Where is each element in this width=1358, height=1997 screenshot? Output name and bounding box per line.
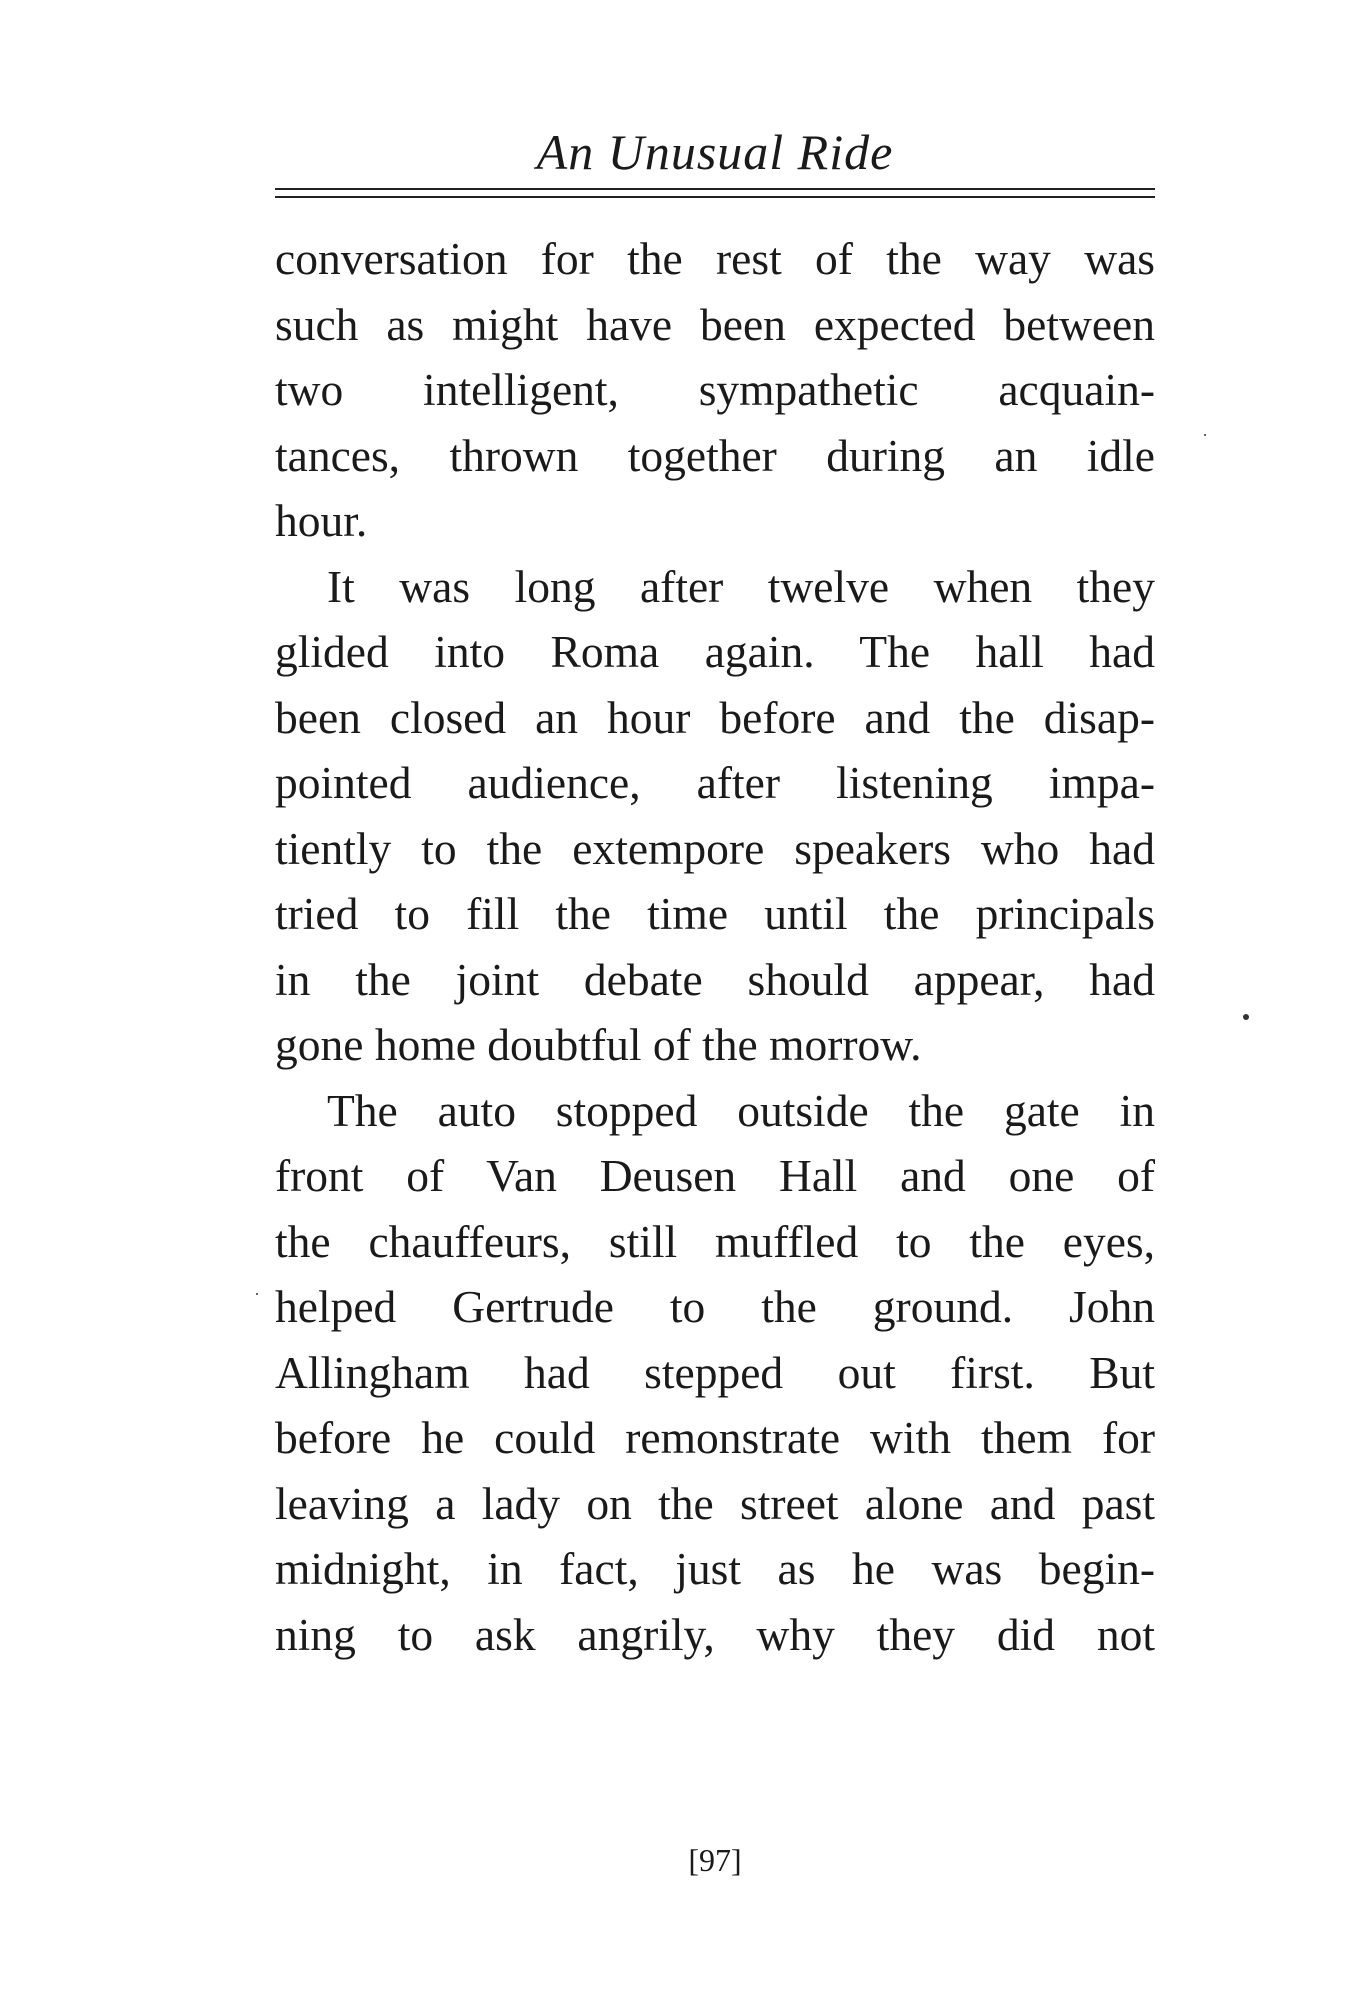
- text-line: tances, thrown together during an idle: [275, 429, 1155, 481]
- text-line: gone home doubtful of the morrow.: [275, 1019, 922, 1070]
- page-number: [97]: [688, 1842, 742, 1878]
- text-line: It was long after twelve when they: [327, 560, 1155, 612]
- text-line: helped Gertrude to the ground. John: [275, 1281, 1155, 1332]
- text-line: conversation for the rest of the way was: [275, 233, 1155, 284]
- text-line: glided into Roma again. The hall had: [275, 626, 1155, 677]
- text-line: two intelligent, sympathetic acquain-: [275, 364, 1155, 415]
- body-text: [275, 226, 1155, 1667]
- text-line: Allingham had stepped out first. But: [275, 1346, 1155, 1398]
- text-line: The auto stopped outside the gate in: [327, 1084, 1155, 1136]
- text-line: tried to fill the time until the principals: [275, 888, 1155, 939]
- text-line: before he could remonstrate with them for: [275, 1412, 1155, 1463]
- text-line: ning to ask angrily, why they did not: [275, 1608, 1155, 1660]
- text-line: pointed audience, after listening impa-: [275, 757, 1155, 808]
- header-rule-top: [275, 188, 1155, 190]
- text-line: such as might have been expected between: [275, 298, 1155, 350]
- text-line: hour.: [275, 495, 368, 546]
- text-line: in the joint debate should appear, had: [275, 953, 1155, 1005]
- text-line: midnight, in fact, just as he was begin-: [275, 1543, 1155, 1594]
- running-head: An Unusual Ride: [536, 124, 894, 180]
- header-rule-bottom: [275, 196, 1155, 198]
- scan-speck: [1204, 434, 1206, 436]
- scan-speck: [256, 1293, 258, 1295]
- text-line: leaving a lady on the street alone and past: [275, 1477, 1155, 1529]
- text-line: the chauffeurs, still muffled to the eyes,: [275, 1215, 1155, 1267]
- scan-speck: [1243, 1014, 1249, 1020]
- text-line: tiently to the extempore speakers who had: [275, 822, 1155, 874]
- text-line: been closed an hour before and the disap-: [275, 691, 1155, 743]
- text-line: front of Van Deusen Hall and one of: [275, 1150, 1155, 1201]
